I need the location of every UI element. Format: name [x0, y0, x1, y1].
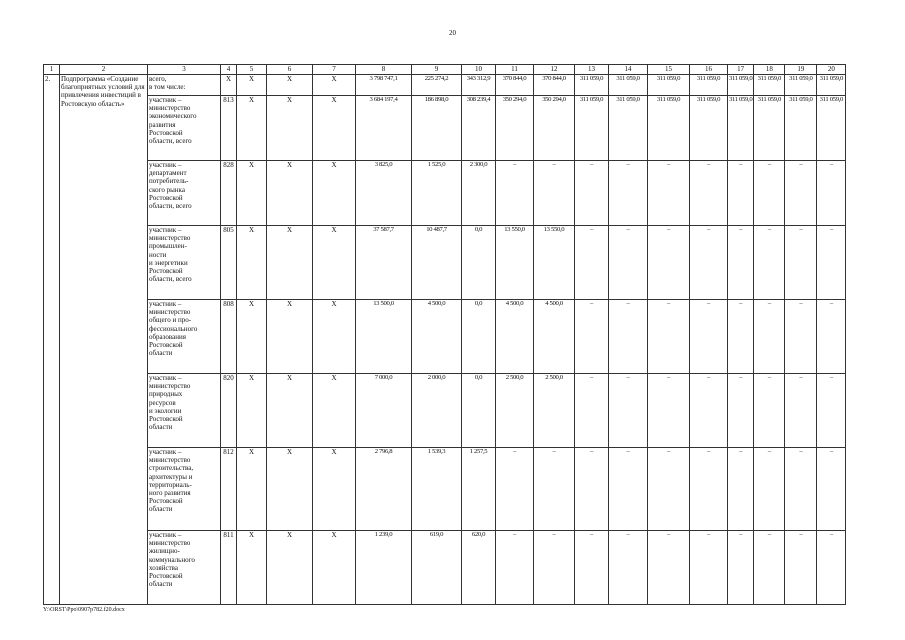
participant-cell: участник – министерство строительства, архитектуры и территориаль- ного развития Ростовской области [148, 448, 221, 531]
amount-cell: 2 500,0 [534, 374, 575, 448]
budget-code-cell: 828 [221, 161, 237, 226]
program-number: 2. [44, 75, 60, 605]
amount-cell: 311 059,0 [648, 75, 690, 96]
amount-cell: – [496, 448, 534, 531]
column-number-header: 11 [496, 65, 534, 75]
amount-cell: – [496, 161, 534, 226]
amount-cell: 7 000,0 [356, 374, 412, 448]
column-number-header: 7 [313, 65, 356, 75]
marker-cell: X [237, 226, 267, 300]
amount-cell: 311 059,0 [575, 96, 609, 161]
file-path-footer: Y:\ORST\Ppo\0907p782.f20.docx [43, 607, 125, 613]
column-number-header: 6 [267, 65, 313, 75]
amount-cell: – [534, 448, 575, 531]
amount-cell: – [609, 161, 648, 226]
amount-cell: 0,0 [462, 226, 496, 300]
amount-cell: – [728, 161, 754, 226]
column-number-header: 8 [356, 65, 412, 75]
amount-cell: 3 684 197,4 [356, 96, 412, 161]
amount-cell: 370 844,0 [534, 75, 575, 96]
amount-cell: – [785, 448, 817, 531]
amount-cell: 308 239,4 [462, 96, 496, 161]
amount-cell: – [575, 226, 609, 300]
amount-cell: – [609, 226, 648, 300]
amount-cell: – [754, 448, 785, 531]
amount-cell: – [754, 531, 785, 605]
column-number-header: 20 [817, 65, 846, 75]
column-number-header: 14 [609, 65, 648, 75]
amount-cell: – [496, 531, 534, 605]
amount-cell: – [575, 300, 609, 374]
page-number: 20 [449, 29, 456, 37]
marker-cell: X [267, 531, 313, 605]
marker-cell: X [267, 226, 313, 300]
amount-cell: 3 798 747,1 [356, 75, 412, 96]
budget-code-cell: 812 [221, 448, 237, 531]
program-title: Подпрограмма «Создание благоприятных условий для привлечения инвестиций в Ростовскую область» [60, 75, 148, 605]
amount-cell: 13 500,0 [356, 300, 412, 374]
amount-cell: – [817, 531, 846, 605]
amount-cell: 4 500,0 [534, 300, 575, 374]
marker-cell: X [267, 300, 313, 374]
participant-cell: участник – министерство промышлен- ности и энергетики Ростовской области, всего [148, 226, 221, 300]
marker-cell: X [267, 96, 313, 161]
column-number-header: 13 [575, 65, 609, 75]
amount-cell: 0,0 [462, 374, 496, 448]
table-row [44, 161, 846, 226]
amount-cell: – [648, 161, 690, 226]
amount-cell: 13 550,0 [496, 226, 534, 300]
participant-cell: участник – департамент потребитель- ского рынка Ростовской области, всего [148, 161, 221, 226]
column-number-header: 4 [221, 65, 237, 75]
amount-cell: 225 274,2 [412, 75, 462, 96]
amount-cell: 350 294,0 [496, 96, 534, 161]
table-row [44, 300, 846, 374]
table-row [44, 531, 846, 605]
amount-cell: 37 587,7 [356, 226, 412, 300]
column-number-header: 15 [648, 65, 690, 75]
budget-code-cell: 813 [221, 96, 237, 161]
amount-cell: 1 239,0 [356, 531, 412, 605]
marker-cell: X [313, 96, 356, 161]
marker-cell: X [313, 300, 356, 374]
budget-code-cell: X [221, 75, 237, 96]
amount-cell: – [690, 161, 728, 226]
amount-cell: – [690, 448, 728, 531]
amount-cell: 350 294,0 [534, 96, 575, 161]
amount-cell: – [728, 226, 754, 300]
amount-cell: 2 500,0 [496, 374, 534, 448]
amount-cell: – [785, 531, 817, 605]
table-row [44, 226, 846, 300]
budget-code-cell: 820 [221, 374, 237, 448]
marker-cell: X [313, 226, 356, 300]
amount-cell: 343 312,9 [462, 75, 496, 96]
table-row [44, 96, 846, 161]
amount-cell: 311 059,0 [754, 96, 785, 161]
amount-cell: – [817, 300, 846, 374]
marker-cell: X [313, 75, 356, 96]
amount-cell: 311 059,0 [754, 75, 785, 96]
amount-cell: 186 898,0 [412, 96, 462, 161]
amount-cell: 311 059,0 [609, 96, 648, 161]
amount-cell: – [575, 374, 609, 448]
amount-cell: 620,0 [462, 531, 496, 605]
amount-cell: 311 059,0 [728, 96, 754, 161]
marker-cell: X [313, 448, 356, 531]
amount-cell: – [648, 531, 690, 605]
marker-cell: X [237, 75, 267, 96]
amount-cell: – [817, 226, 846, 300]
amount-cell: 311 059,0 [690, 75, 728, 96]
amount-cell: – [754, 300, 785, 374]
table-row [44, 374, 846, 448]
amount-cell: 311 059,0 [690, 96, 728, 161]
amount-cell: 311 059,0 [817, 96, 846, 161]
amount-cell: – [728, 531, 754, 605]
marker-cell: X [237, 374, 267, 448]
column-number-header: 19 [785, 65, 817, 75]
budget-code-cell: 808 [221, 300, 237, 374]
amount-cell: 13 550,0 [534, 226, 575, 300]
marker-cell: X [267, 75, 313, 96]
amount-cell: 311 059,0 [817, 75, 846, 96]
amount-cell: 2 000,0 [412, 374, 462, 448]
amount-cell: 0,0 [462, 300, 496, 374]
amount-cell: – [609, 374, 648, 448]
amount-cell: 311 059,0 [785, 96, 817, 161]
column-number-header: 10 [462, 65, 496, 75]
amount-cell: – [728, 448, 754, 531]
amount-cell: 311 059,0 [575, 75, 609, 96]
amount-cell: – [785, 374, 817, 448]
amount-cell: – [690, 374, 728, 448]
amount-cell: – [785, 161, 817, 226]
budget-code-cell: 805 [221, 226, 237, 300]
marker-cell: X [313, 374, 356, 448]
marker-cell: X [267, 374, 313, 448]
amount-cell: – [785, 300, 817, 374]
amount-cell: – [609, 300, 648, 374]
column-number-header: 2 [60, 65, 148, 75]
amount-cell: – [817, 448, 846, 531]
amount-cell: 1 525,0 [412, 161, 462, 226]
column-number-header: 5 [237, 65, 267, 75]
amount-cell: – [754, 226, 785, 300]
amount-cell: – [728, 374, 754, 448]
amount-cell: 3 825,0 [356, 161, 412, 226]
table-row [44, 75, 846, 96]
amount-cell: 311 059,0 [785, 75, 817, 96]
amount-cell: – [609, 448, 648, 531]
amount-cell: 10 487,7 [412, 226, 462, 300]
amount-cell: – [648, 448, 690, 531]
amount-cell: – [534, 161, 575, 226]
marker-cell: X [237, 448, 267, 531]
amount-cell: 4 500,0 [496, 300, 534, 374]
amount-cell: – [575, 161, 609, 226]
amount-cell: – [785, 226, 817, 300]
amount-cell: – [728, 300, 754, 374]
amount-cell: 4 500,0 [412, 300, 462, 374]
amount-cell: – [690, 226, 728, 300]
amount-cell: 311 059,0 [648, 96, 690, 161]
column-number-header: 12 [534, 65, 575, 75]
budget-table [43, 64, 846, 605]
column-number-header: 18 [754, 65, 785, 75]
marker-cell: X [313, 531, 356, 605]
marker-cell: X [267, 448, 313, 531]
marker-cell: X [267, 161, 313, 226]
table-row [44, 448, 846, 531]
amount-cell: 311 059,0 [609, 75, 648, 96]
amount-cell: 2 300,0 [462, 161, 496, 226]
amount-cell: – [575, 531, 609, 605]
participant-cell: участник – министерство природных ресурсов и экологии Ростовской области [148, 374, 221, 448]
amount-cell: – [609, 531, 648, 605]
column-number-header: 17 [728, 65, 754, 75]
amount-cell: 311 059,0 [728, 75, 754, 96]
participant-cell: участник – министерство жилищно- коммунального хозяйства Ростовской области [148, 531, 221, 605]
amount-cell: 2 796,8 [356, 448, 412, 531]
amount-cell: – [690, 531, 728, 605]
amount-cell: 1 257,5 [462, 448, 496, 531]
amount-cell: – [817, 374, 846, 448]
marker-cell: X [237, 161, 267, 226]
amount-cell: – [534, 531, 575, 605]
marker-cell: X [313, 161, 356, 226]
participant-cell: участник – министерство общего и про- фессионального образования Ростовской области [148, 300, 221, 374]
marker-cell: X [237, 300, 267, 374]
amount-cell: – [648, 374, 690, 448]
column-number-header: 9 [412, 65, 462, 75]
column-number-header: 1 [44, 65, 60, 75]
column-number-header: 16 [690, 65, 728, 75]
amount-cell: – [648, 226, 690, 300]
participant-cell: всего, в том числе: [148, 75, 221, 96]
marker-cell: X [237, 96, 267, 161]
amount-cell: – [690, 300, 728, 374]
amount-cell: 619,0 [412, 531, 462, 605]
amount-cell: – [754, 161, 785, 226]
participant-cell: участник – министерство экономического развития Ростовской области, всего [148, 96, 221, 161]
amount-cell: 370 844,0 [496, 75, 534, 96]
amount-cell: 1 539,3 [412, 448, 462, 531]
budget-code-cell: 811 [221, 531, 237, 605]
amount-cell: – [817, 161, 846, 226]
amount-cell: – [575, 448, 609, 531]
amount-cell: – [754, 374, 785, 448]
marker-cell: X [237, 531, 267, 605]
amount-cell: – [648, 300, 690, 374]
column-number-header: 3 [148, 65, 221, 75]
